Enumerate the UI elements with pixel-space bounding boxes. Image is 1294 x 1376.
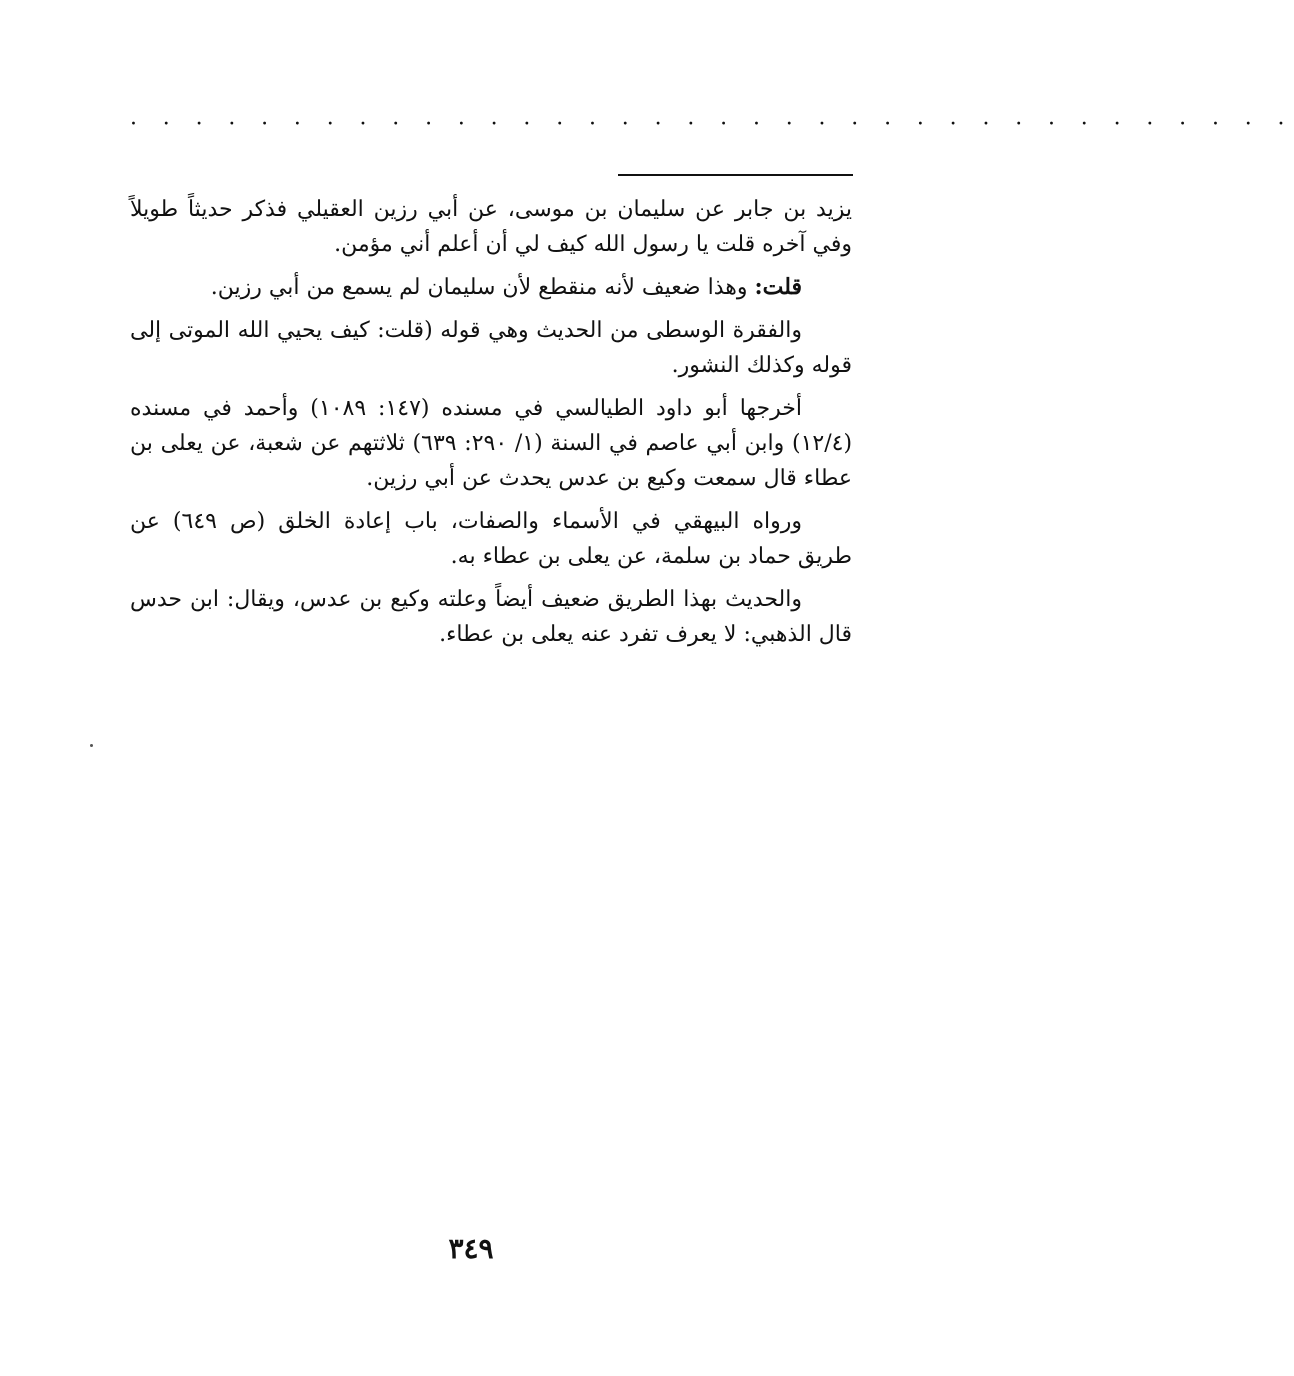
scan-speck xyxy=(90,744,93,747)
paragraph-5: ورواه البيهقي في الأسماء والصفات، باب إعادة الخلق (ص ٦٤٩) عن طريق حماد بن سلمة، عن يعلى بن عطاء به. xyxy=(130,509,852,569)
paragraph-2 xyxy=(130,270,852,305)
paragraph-2-body: وهذا ضعيف لأنه منقطع لأن سليمان لم يسمع من أبي رزين. xyxy=(210,275,755,300)
paragraph-2-label: قلت: xyxy=(754,274,802,300)
footnote-rule xyxy=(618,174,853,176)
paragraph-1: يزيد بن جابر عن سليمان بن موسى، عن أبي رزين العقيلي فذكر حديثاً طويلاً وفي آخره قلت يا رسول الله كيف لي أن أعلم أني مؤمن. xyxy=(130,197,852,257)
paragraph-3: والفقرة الوسطى من الحديث وهي قوله (قلت: كيف يحيي الله الموتى إلى قوله وكذلك النشور. xyxy=(130,318,852,378)
paragraph-4: أخرجها أبو داود الطيالسي في مسنده (١٤٧: ١٠٨٩) وأحمد في مسنده (١٢/٤) وابن أبي عاصم في السنة (١/ ٢٩٠: ٦٣٩) ثلاثتهم عن شعبة، عن يعلى بن عطاء قال سمعت وكيع بن عدس يحدث عن أبي رزين. xyxy=(130,396,853,491)
paragraph-6: والحديث بهذا الطريق ضعيف أيضاً وعلته وكيع بن عدس، ويقال: ابن حدس قال الذهبي: لا يعرف تفرد عنه يعلى بن عطاء. xyxy=(130,587,852,647)
footnote-text xyxy=(130,192,852,660)
dotted-separator: · · · · · · · · · · · · · · · · · · · · · · · · · · · · · · · · · · · · xyxy=(130,112,1294,137)
page-number: ٣٤٩ xyxy=(448,1232,494,1265)
